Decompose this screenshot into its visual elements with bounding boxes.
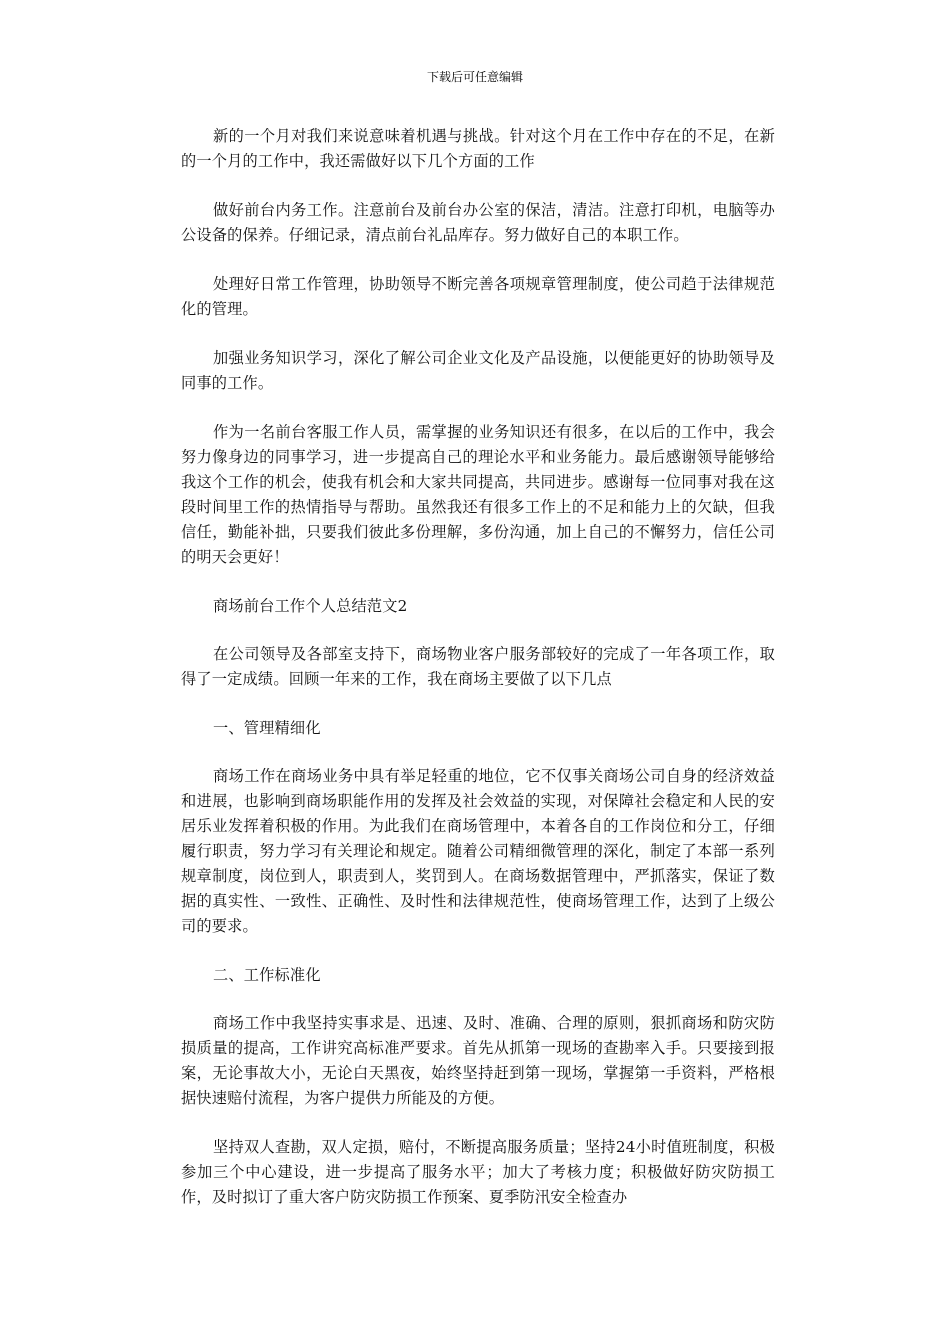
page-header-note: 下载后可任意编辑	[426, 70, 523, 84]
paragraph-closing-thanks: 作为一名前台客服工作人员，需掌握的业务知识还有很多，在以后的工作中，我会努力像身边的同事学习，进一步提高自己的理论水平和业务能力。最后感谢领导能够给我这个工作的机会，使我有机会和大家共同提高，共同进步。感谢每一位同事对我在这段时间里工作的热情指导与帮助。虽然我还有很多工作上的不足和能力上的欠缺，但我信任，勤能补拙，只要我们彼此多份理解，多份沟通，加上自己的不懈努力，信任公司的明天会更好！	[181, 423, 775, 566]
heading-work-standardization: 二、工作标准化	[213, 966, 321, 984]
paragraph-work-standardization: 商场工作中我坚持实事求是、迅速、及时、准确、合理的原则，狠抓商场和防灾防损质量的提高，工作讲究高标准严要求。首先从抓第一现场的查勘率入手。只要接到报案，无论事故大小，无论白天黑夜，始终坚持赶到第一现场，掌握第一手资料，严格根据快速赔付流程，为客户提供力所能及的方便。	[181, 1014, 775, 1107]
paragraph-service-quality: 坚持双人查勘，双人定损，赔付，不断提高服务质量；坚持24小时值班制度，积极参加三个中心建设，进一步提高了服务水平；加大了考核力度；积极做好防灾防损工作，及时拟订了重大客户防灾防损工作预案、夏季防汛安全检查办	[181, 1138, 775, 1206]
paragraph-front-desk-duties: 做好前台内务工作。注意前台及前台办公室的保洁，清洁。注意打印机，电脑等办公设备的保养。仔细记录，清点前台礼品库存。努力做好自己的本职工作。	[181, 201, 775, 244]
section-title-sample-2: 商场前台工作个人总结范文2	[213, 597, 408, 615]
paragraph-daily-management: 处理好日常工作管理，协助领导不断完善各项规章管理制度，使公司趋于法律规范化的管理。	[181, 275, 775, 318]
document-body	[181, 124, 775, 1234]
paragraph-intro: 新的一个月对我们来说意味着机遇与挑战。针对这个月在工作中存在的不足，在新的一个月的工作中，我还需做好以下几个方面的工作	[181, 127, 775, 170]
heading-management-refinement: 一、管理精细化	[213, 719, 321, 737]
paragraph-learning: 加强业务知识学习，深化了解公司企业文化及产品设施，以便能更好的协助领导及同事的工作。	[181, 349, 775, 392]
paragraph-management-refinement: 商场工作在商场业务中具有举足轻重的地位，它不仅事关商场公司自身的经济效益和进展，也影响到商场职能作用的发挥及社会效益的实现，对保障社会稳定和人民的安居乐业发挥着积极的作用。为此我们在商场管理中，本着各自的工作岗位和分工，仔细履行职责，努力学习有关理论和规定。随着公司精细微管理的深化，制定了本部一系列规章制度，岗位到人，职责到人，奖罚到人。在商场数据管理中，严抓落实，保证了数据的真实性、一致性、正确性、及时性和法律规范性，使商场管理工作，达到了上级公司的要求。	[181, 767, 775, 935]
paragraph-sample-2-intro: 在公司领导及各部室支持下，商场物业客户服务部较好的完成了一年各项工作，取得了一定成绩。回顾一年来的工作，我在商场主要做了以下几点	[181, 645, 775, 688]
